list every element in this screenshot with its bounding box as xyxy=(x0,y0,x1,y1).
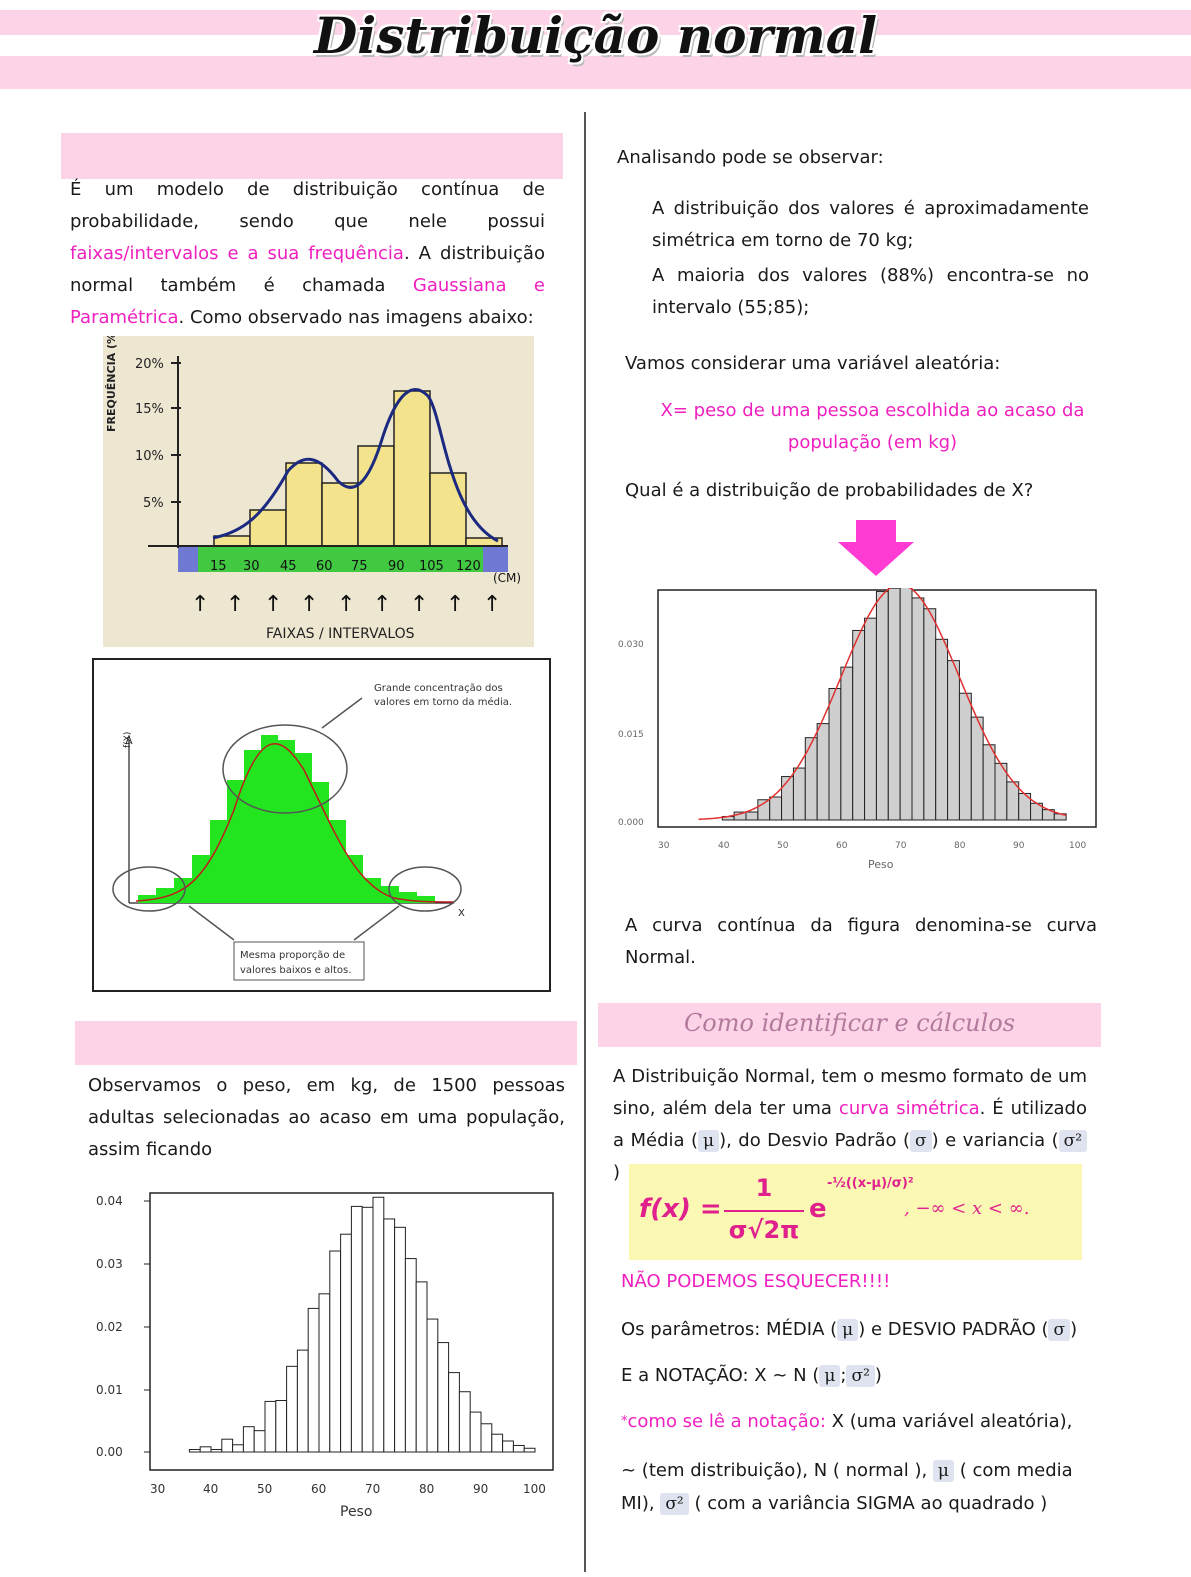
formula-e: e xyxy=(809,1194,827,1224)
histogram-bar xyxy=(416,1282,427,1452)
chart1-xtick: 15 xyxy=(210,559,227,574)
variable-definition-line1: X= peso de uma pessoa escolhida ao acaso da xyxy=(660,400,1085,421)
chart3-ytick: 0.03 xyxy=(96,1257,123,1271)
histogram-bar xyxy=(900,588,912,820)
chart4-xtick: 100 xyxy=(1069,841,1087,851)
histogram-bar xyxy=(853,630,865,820)
histogram-bar xyxy=(211,1449,222,1452)
chart1-xtick: 45 xyxy=(280,559,297,574)
reading-line-3 xyxy=(621,1490,1047,1518)
sigma-symbol: σ xyxy=(910,1130,932,1152)
chart1-arrow: ↑ xyxy=(264,592,283,617)
mu-symbol: μ xyxy=(933,1460,954,1482)
parameters-line xyxy=(621,1316,1077,1344)
chart4-xtick: 70 xyxy=(895,841,907,851)
chart1-ytick: 15% xyxy=(135,402,164,417)
histogram-bar xyxy=(297,1350,308,1452)
histogram-bar xyxy=(817,724,829,820)
histogram-bar xyxy=(876,591,888,820)
chart3-xtick: 50 xyxy=(257,1482,273,1496)
mu-symbol: μ xyxy=(698,1130,719,1152)
notation-text-2: ; xyxy=(840,1365,847,1386)
chart3-xtick: 100 xyxy=(523,1482,546,1496)
chart-weight-normal-curve xyxy=(615,588,1105,874)
histogram-bar xyxy=(319,1294,330,1452)
chart1-ytick: 10% xyxy=(135,449,164,464)
reading-text-d: MI), xyxy=(621,1493,655,1514)
chart4-ytick: 0.000 xyxy=(618,818,644,828)
histogram-bar xyxy=(427,1319,438,1452)
chart1-arrow: ↑ xyxy=(300,592,319,617)
reading-line-1 xyxy=(621,1408,1072,1436)
formula-exponent: -½((x-μ)/σ)² xyxy=(827,1176,914,1191)
chart4-xtick: 30 xyxy=(658,841,670,851)
reading-star: * xyxy=(621,1414,628,1429)
intro-text-1: É um modelo de distribuição contínua de probabilidade, sendo que nele possui xyxy=(70,179,545,232)
histogram-bar xyxy=(308,1308,319,1452)
histogram-bar xyxy=(449,1373,460,1452)
variable-definition-line2: população (em kg) xyxy=(787,432,958,453)
reminder-text: NÃO PODEMOS ESQUECER!!!! xyxy=(621,1271,891,1292)
mu-symbol: μ xyxy=(819,1365,840,1387)
normal-formula xyxy=(629,1164,1082,1260)
histogram-bar xyxy=(254,1431,265,1452)
chart1-arrow: ↑ xyxy=(373,592,392,617)
reading-text-a: X (uma variável aleatória), xyxy=(825,1411,1073,1432)
histogram-bar xyxy=(287,1366,298,1452)
curve-normal-text: A curva contínua da figura denomina-se curva Normal. xyxy=(625,915,1097,968)
reading-text-e: ( com a variância SIGMA ao quadrado ) xyxy=(688,1493,1048,1514)
chart4-xtick: 50 xyxy=(777,841,789,851)
histogram-bar xyxy=(200,1447,211,1452)
chart4-ytick: 0.030 xyxy=(618,640,644,650)
histogram-bar xyxy=(222,1439,233,1452)
histogram-bar xyxy=(983,745,995,820)
histogram-bar xyxy=(351,1206,362,1452)
chart1-arrow: ↑ xyxy=(337,592,356,617)
variable-intro: Vamos considerar uma variável aleatória: xyxy=(625,353,1001,374)
histogram-bar xyxy=(524,1448,535,1452)
chart3-xtick: 40 xyxy=(203,1482,219,1496)
params-text-2: ) e DESVIO PADRÃO ( xyxy=(858,1319,1049,1340)
chart3-ytick: 0.02 xyxy=(96,1320,123,1334)
chart3-xtick: 60 xyxy=(311,1482,327,1496)
histogram-bar xyxy=(438,1343,449,1452)
observe-heading: Analisando pode se observar: xyxy=(617,147,884,168)
chart4-xtick: 80 xyxy=(954,841,966,851)
sigma-symbol: σ xyxy=(1048,1319,1070,1341)
chart4-ytick: 0.015 xyxy=(618,730,644,740)
histogram-bar xyxy=(276,1401,287,1452)
question-text: Qual é a distribuição de probabilidades de X? xyxy=(625,480,1034,501)
chart2-callout-bottom-line1: Mesma proporção de xyxy=(240,950,346,961)
histogram-bar xyxy=(330,1251,341,1452)
chart1-arrow: ↑ xyxy=(446,592,465,617)
chart1-xlabel: FAIXAS / INTERVALOS xyxy=(266,626,415,642)
chart4-xtick: 90 xyxy=(1013,841,1025,851)
chart1-xtick: 90 xyxy=(388,559,405,574)
observation-2: A maioria dos valores (88%) encontra-se no intervalo (55;85); xyxy=(652,265,1089,318)
chart2-callout-top-line1: Grande concentração dos xyxy=(374,683,503,694)
chart1-xtick: 30 xyxy=(243,559,260,574)
chart1-ytick: 5% xyxy=(143,496,164,511)
histogram-bar xyxy=(865,618,877,820)
chart3-ytick: 0.01 xyxy=(96,1383,123,1397)
calc-text-4: ) e variancia ( xyxy=(931,1130,1059,1151)
histogram-bar xyxy=(971,717,983,820)
histogram-bar xyxy=(470,1412,481,1452)
calc-text-3: ), do Desvio Padrão ( xyxy=(719,1130,911,1151)
formula-fraction-bar xyxy=(724,1210,804,1212)
histogram-bar xyxy=(395,1227,406,1452)
chart3-ytick: 0.00 xyxy=(96,1445,123,1459)
chart4-xtick: 40 xyxy=(718,841,730,851)
histogram-bar xyxy=(936,639,948,820)
intro-text-3: . Como observado nas imagens abaixo: xyxy=(178,307,534,328)
notation-line xyxy=(621,1362,882,1390)
chart1-ytick: 20% xyxy=(135,357,164,372)
chart1-arrow: ↑ xyxy=(483,592,502,617)
histogram-bar xyxy=(243,1427,254,1452)
histogram-bar xyxy=(362,1207,373,1452)
chart3-xtick: 70 xyxy=(365,1482,381,1496)
histogram-bar xyxy=(503,1441,514,1452)
chart1-xtick: 105 xyxy=(419,559,444,574)
histogram-bar xyxy=(888,588,900,820)
chart1-arrow: ↑ xyxy=(191,592,210,617)
histogram-bar xyxy=(948,661,960,820)
intro-highlight-1: faixas/intervalos e a sua frequência xyxy=(70,243,404,264)
histogram-bar xyxy=(841,667,853,820)
chart4-xlabel: Peso xyxy=(868,858,894,871)
formula-denominator: σ√2π xyxy=(728,1216,800,1244)
chart3-ytick: 0.04 xyxy=(96,1194,123,1208)
formula-range: , −∞ < x < ∞. xyxy=(904,1198,1030,1219)
calc-text-5: ) xyxy=(613,1162,621,1183)
chart4-xtick: 60 xyxy=(836,841,848,851)
histogram-bar xyxy=(405,1259,416,1452)
params-text-1: Os parâmetros: MÉDIA ( xyxy=(621,1319,838,1340)
histogram-bar xyxy=(829,689,841,820)
intro-text-2: . A distribuição normal também é chamada xyxy=(70,243,545,296)
formula-numerator: 1 xyxy=(755,1174,773,1202)
chart2-callout-bottom-line2: valores baixos e altos. xyxy=(240,965,352,976)
chart2-xlabel: X xyxy=(458,908,465,919)
histogram-bar xyxy=(513,1445,524,1452)
mu-symbol: μ xyxy=(837,1319,858,1341)
reading-text-c: ( com media xyxy=(953,1460,1073,1481)
chart-normal-green xyxy=(92,658,551,992)
left-section-bar-2 xyxy=(75,1021,577,1065)
chart-frequency-histogram xyxy=(103,336,534,647)
chart-weight-histogram xyxy=(80,1185,570,1525)
histogram-bar xyxy=(492,1434,503,1452)
chart3-xtick: 30 xyxy=(150,1482,166,1496)
histogram-bar xyxy=(924,609,936,820)
sigma-squared-symbol: σ² xyxy=(846,1365,874,1387)
chart1-arrow: ↑ xyxy=(226,592,245,617)
histogram-bar xyxy=(912,598,924,820)
histogram-bar xyxy=(384,1219,395,1452)
sigma-squared-symbol: σ² xyxy=(1059,1130,1087,1152)
chart1-xtick: 75 xyxy=(351,559,368,574)
column-divider xyxy=(584,112,586,1572)
sigma-squared-symbol: σ² xyxy=(660,1493,688,1515)
chart2-callout-top-line2: valores em torno da média. xyxy=(374,697,513,708)
reading-text-b: ~ (tem distribuição), N ( normal ), xyxy=(621,1460,928,1481)
down-arrow-icon xyxy=(836,520,916,576)
chart1-ylabel: FREQUÊNCIA (%) xyxy=(105,336,118,432)
histogram-bar xyxy=(481,1424,492,1452)
chart1-xunit: (CM) xyxy=(493,571,522,585)
chart2-ylabel: f(X) xyxy=(123,731,133,748)
formula-lhs: f(x) = xyxy=(639,1194,722,1224)
histogram-bar xyxy=(265,1401,276,1452)
histogram-bar xyxy=(793,768,805,820)
chart3-xtick: 90 xyxy=(473,1482,489,1496)
params-text-3: ) xyxy=(1070,1319,1078,1340)
observation-1: A distribuição dos valores é aproximadamente simétrica em torno de 70 kg; xyxy=(652,198,1089,251)
calc-highlight: curva simétrica xyxy=(838,1098,980,1119)
histogram-bar xyxy=(233,1445,244,1452)
left-section-bar-1 xyxy=(61,133,563,179)
reading-label: como se lê a notação: xyxy=(627,1411,826,1432)
notation-text-1: E a NOTAÇÃO: X ~ N ( xyxy=(621,1365,820,1386)
notation-text-3: ) xyxy=(874,1365,882,1386)
chart1-xtick: 60 xyxy=(316,559,333,574)
histogram-bar xyxy=(770,797,782,820)
chart1-arrow: ↑ xyxy=(410,592,429,617)
reading-line-2 xyxy=(621,1457,1073,1485)
page-title: Distribuição normal xyxy=(313,6,878,65)
histogram-bar xyxy=(373,1197,384,1452)
histogram-bar xyxy=(459,1392,470,1452)
intro-paragraph xyxy=(70,174,545,334)
histogram-bar xyxy=(341,1234,352,1452)
section-title: Como identificar e cálculos xyxy=(683,1009,1016,1037)
example-paragraph: Observamos o peso, em kg, de 1500 pessoas adultas selecionadas ao acaso em uma população, assim ficando xyxy=(88,1075,565,1160)
histogram-bar xyxy=(959,693,971,820)
histogram-bar xyxy=(782,777,794,820)
histogram-bar xyxy=(189,1449,200,1452)
calc-text-1: A Distribuição Normal, tem o mesmo formato de um sino, além dela ter uma xyxy=(613,1066,1087,1119)
chart3-xtick: 80 xyxy=(419,1482,435,1496)
calc-text-2: . É utilizado a Média ( xyxy=(613,1098,1087,1151)
intro-highlight-2: Gaussiana e Paramétrica xyxy=(70,275,545,328)
chart3-xlabel: Peso xyxy=(340,1504,373,1520)
chart1-xtick: 120 xyxy=(456,559,481,574)
histogram-bar xyxy=(746,812,758,820)
histogram-bar xyxy=(1007,782,1019,820)
